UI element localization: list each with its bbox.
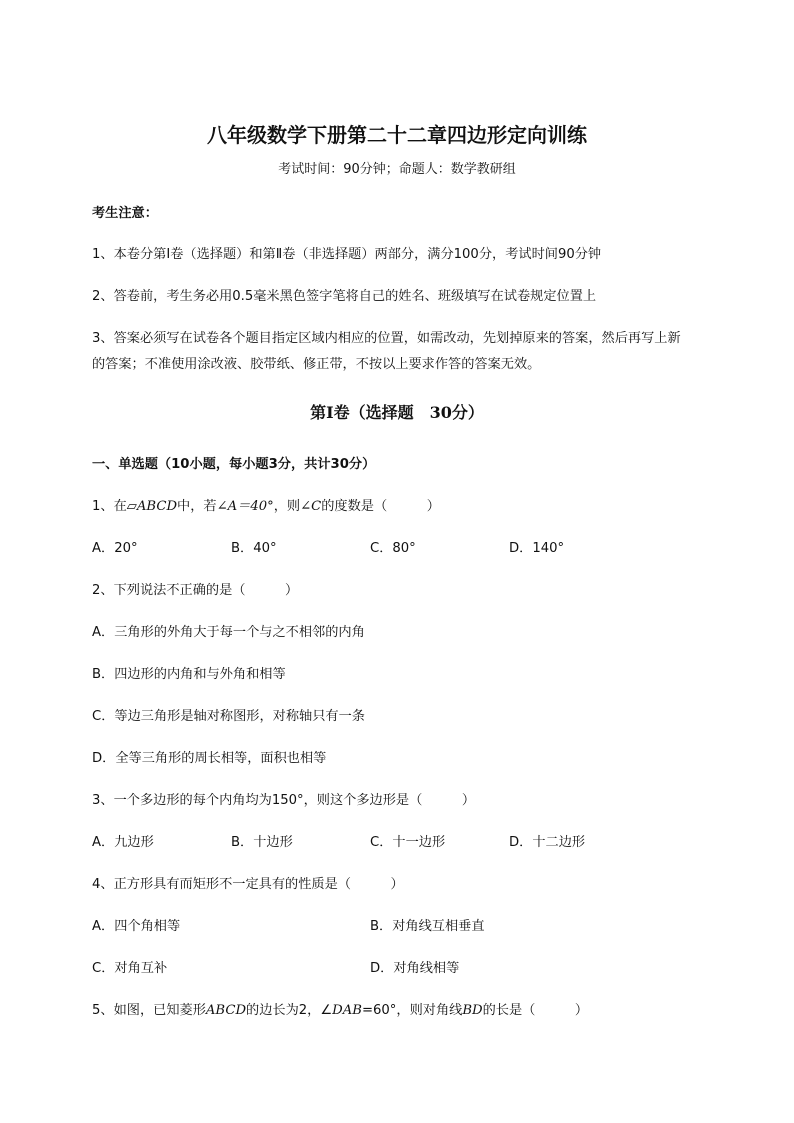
q1-text-c: ，则	[273, 499, 301, 514]
q2-option-c[interactable]: C．等边三角形是轴对称图形，对称轴只有一条	[92, 709, 365, 724]
notice-item-1: 1、本卷分第I卷（选择题）和第Ⅱ卷（非选择题）两部分，满分100分，考试时间90分钟	[92, 247, 602, 262]
q4-option-a[interactable]: A．四个角相等	[92, 919, 181, 934]
q3-option-a[interactable]: A．九边形	[92, 835, 154, 850]
q2-option-b[interactable]: B．四边形的内角和与外角和相等	[92, 667, 286, 682]
q5-math-a: ABCD	[205, 1003, 247, 1018]
q2-option-d[interactable]: D．全等三角形的周长相等，面积也相等	[92, 751, 327, 766]
exam-info: 考试时间：90分钟；命题人：数学教研组	[278, 162, 516, 177]
notice-heading: 考生注意：	[92, 206, 158, 221]
q1-math-a: ▱ABCD	[126, 499, 178, 514]
question-5-stem	[92, 999, 588, 1018]
q3-option-d[interactable]: D．十二边形	[509, 835, 586, 850]
q4-option-d[interactable]: D．对角线相等	[370, 961, 460, 976]
q5-math-c: BD	[462, 1003, 483, 1018]
notice-item-2: 2、答卷前，考生务必用0.5毫米黑色签字笔将自己的姓名、班级填写在试卷规定位置上	[92, 289, 597, 304]
q5-text-b: 的边长为2，∠	[246, 1003, 333, 1018]
q1-text-a: 1、在	[92, 499, 127, 514]
q1-option-d[interactable]: D．140°	[509, 541, 565, 556]
part-title: 一、单选题（10小题，每小题3分，共计30分）	[92, 457, 376, 472]
question-2-stem: 2、下列说法不正确的是（ ）	[92, 583, 299, 598]
q1-text-d: 的度数是（ ）	[321, 499, 440, 514]
q1-option-c[interactable]: C．80°	[370, 541, 416, 556]
q4-option-c[interactable]: C．对角互补	[92, 961, 168, 976]
q1-option-b[interactable]: B．40°	[231, 541, 277, 556]
q2-option-a[interactable]: A．三角形的外角大于每一个与之不相邻的内角	[92, 625, 365, 640]
question-4-stem: 4、正方形具有而矩形不一定具有的性质是（ ）	[92, 877, 404, 892]
q1-option-a[interactable]: A．20°	[92, 541, 138, 556]
q1-text-b: 中，若	[177, 499, 217, 514]
q5-text-c: =60°，则对角线	[361, 1003, 463, 1018]
q1-math-b: ∠A＝40°	[216, 499, 274, 514]
q1-math-c: ∠C	[300, 499, 322, 514]
notice-item-3: 3、答案必须写在试卷各个题目指定区域内相应的位置，如需改动，先划掉原来的答案，然后再写上新	[92, 331, 681, 346]
q4-option-b[interactable]: B．对角线互相垂直	[370, 919, 485, 934]
q3-option-c[interactable]: C．十一边形	[370, 835, 446, 850]
question-3-stem: 3、一个多边形的每个内角均为150°，则这个多边形是（ ）	[92, 793, 476, 808]
q5-text-a: 5、如图，已知菱形	[92, 1003, 206, 1018]
q5-math-b: DAB	[332, 1003, 362, 1018]
notice-item-3-cont: 的答案；不准使用涂改液、胶带纸、修正带，不按以上要求作答的答案无效。	[92, 357, 541, 372]
section-title: 第I卷（选择题 30分）	[310, 403, 484, 422]
q3-option-b[interactable]: B．十边形	[231, 835, 293, 850]
page-title: 八年级数学下册第二十二章四边形定向训练	[207, 123, 587, 147]
question-1-stem	[92, 495, 440, 514]
q5-text-d: 的长是（ ）	[482, 1003, 589, 1018]
